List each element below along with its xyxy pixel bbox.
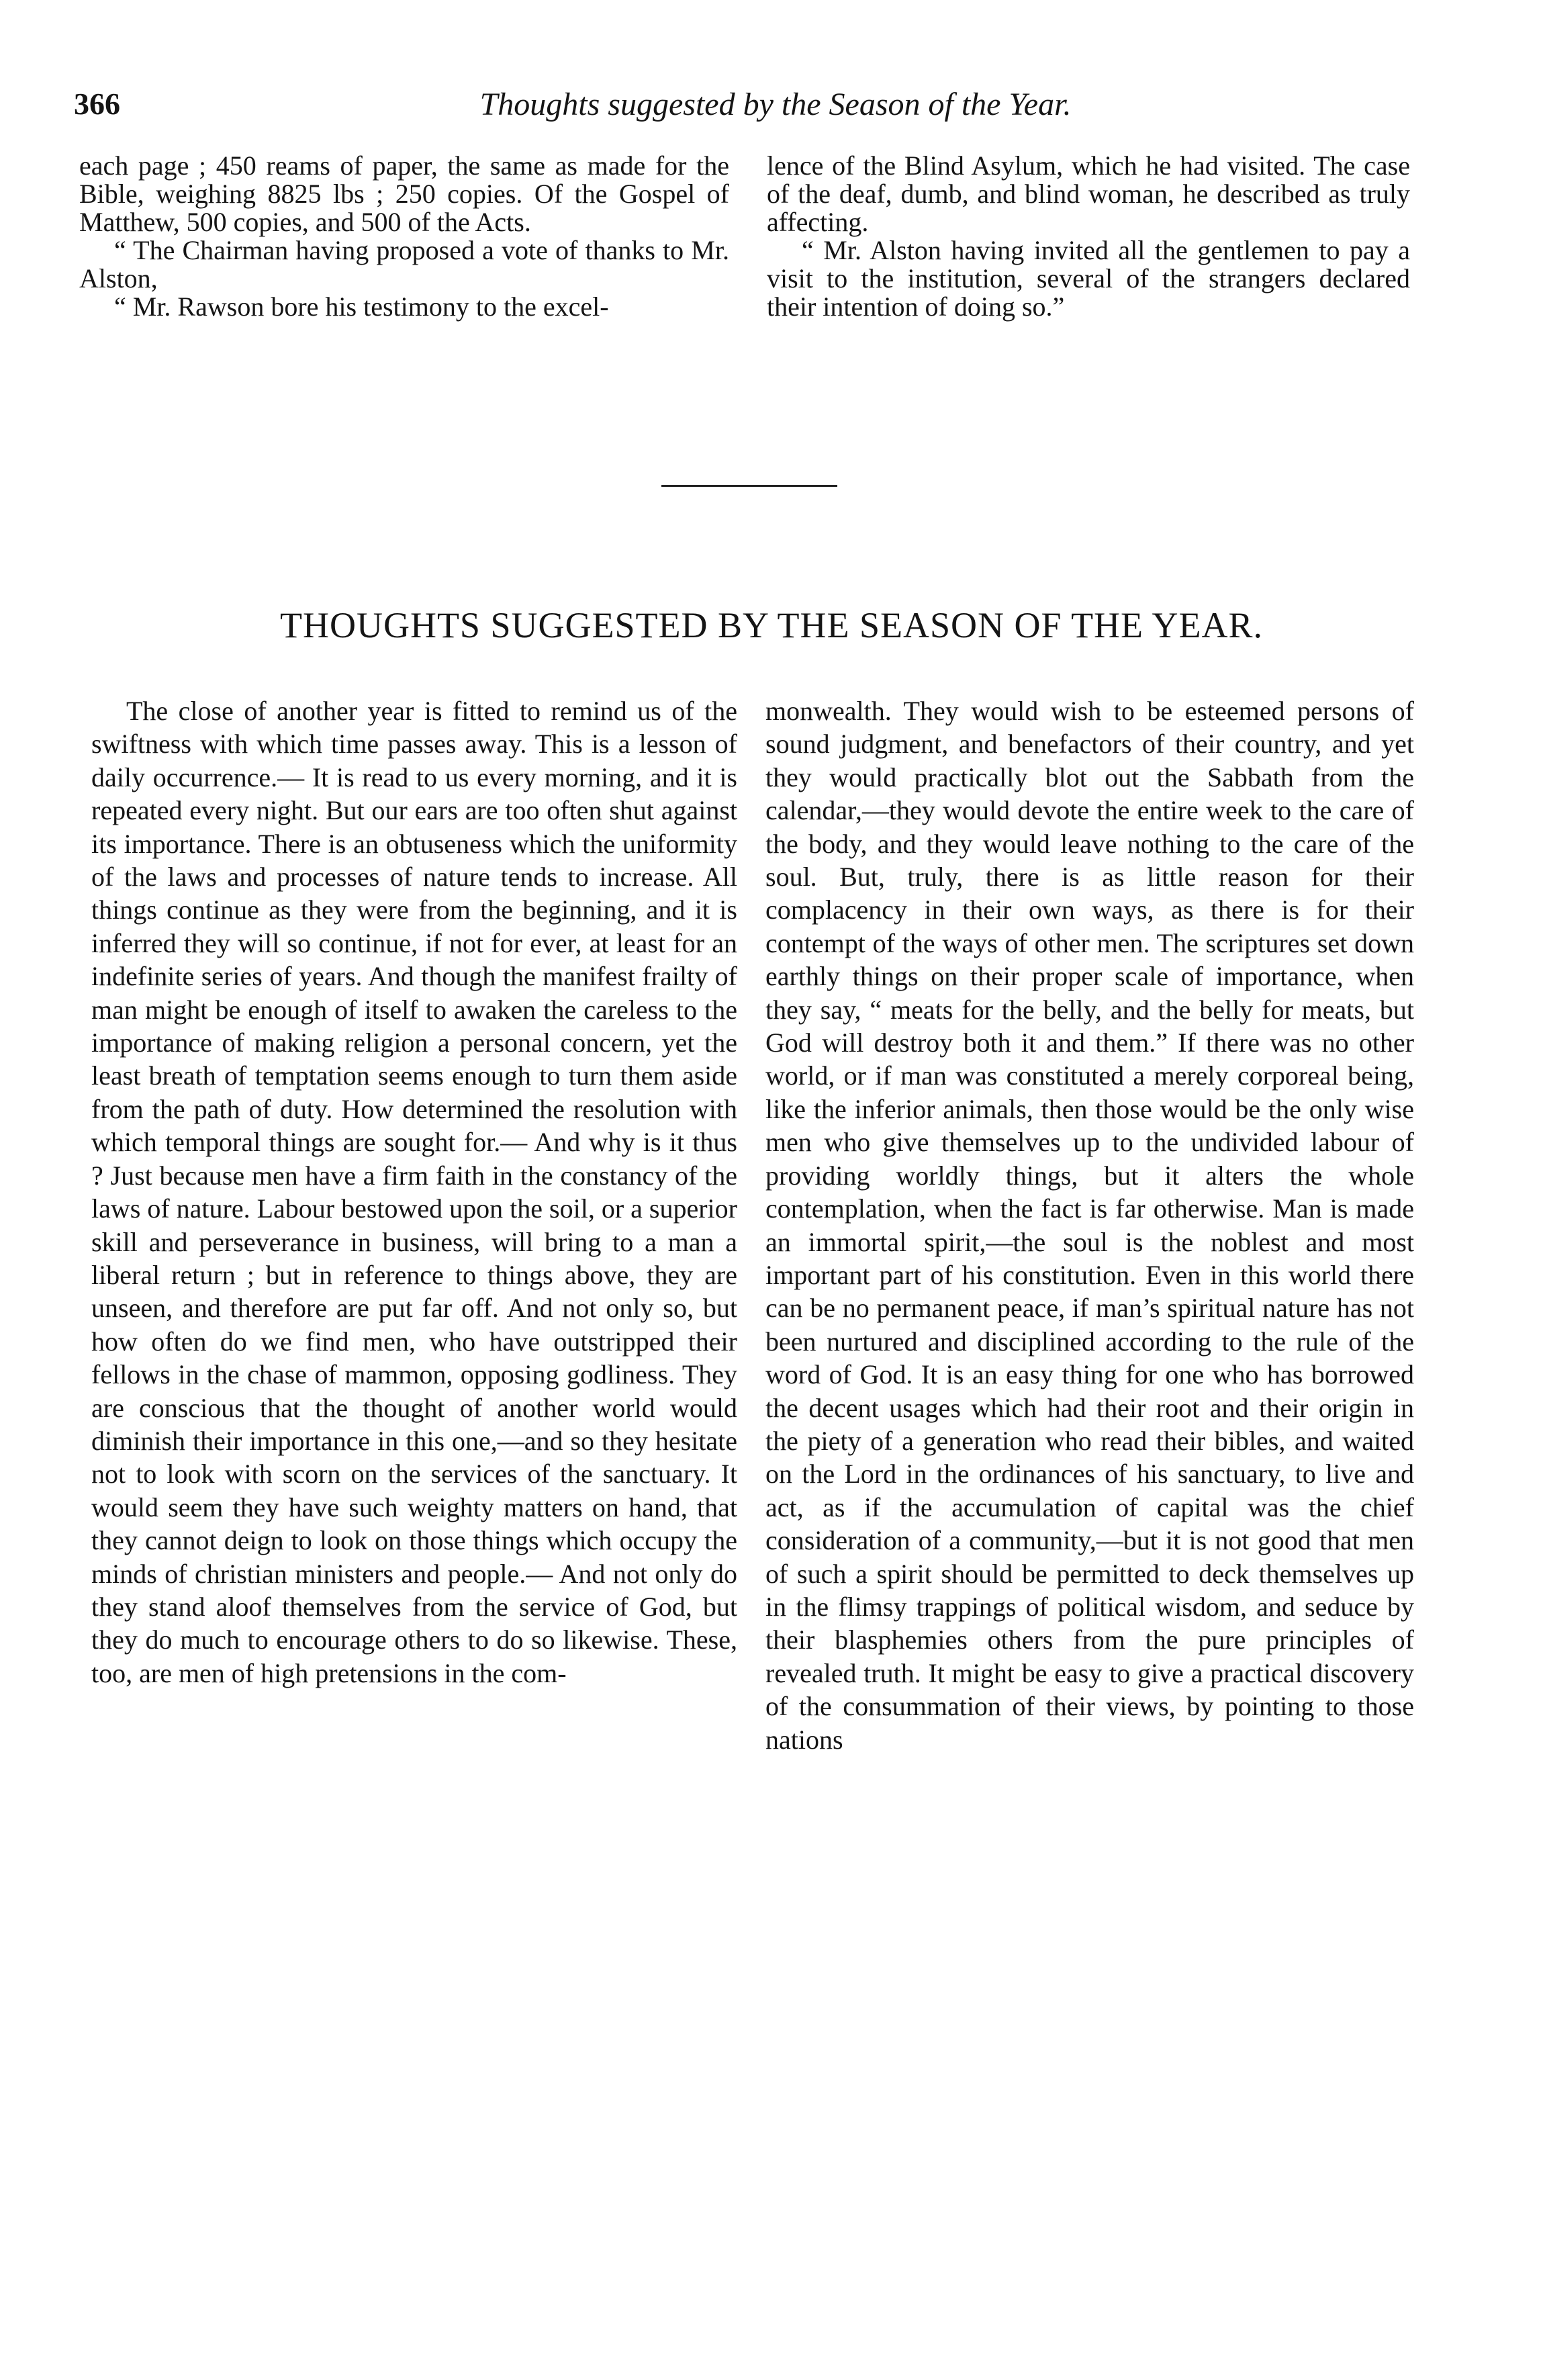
page-number: 366 xyxy=(74,87,120,121)
article-title: THOUGHTS SUGGESTED BY THE SEASON OF THE YEAR. xyxy=(279,605,1264,645)
report-right-column xyxy=(767,152,1410,321)
report-paragraph: “ Mr. Alston having invited all the gentlemen to pay a visit to the institution, several of the strangers declared their intention of doing so.” xyxy=(767,235,1410,322)
running-head xyxy=(74,86,1477,140)
report-paragraph: lence of the Blind Asylum, which he had visited. The case of the deaf, dumb, and blind woman, he described as truly affecting. xyxy=(767,150,1410,237)
report-paragraph: “ The Chairman having proposed a vote of thanks to Mr. Alston, xyxy=(79,235,729,293)
running-title: Thoughts suggested by the Season of the Year. xyxy=(479,87,1072,122)
report-left-column xyxy=(79,152,729,321)
article-right-column xyxy=(765,694,1414,1756)
section-divider xyxy=(661,485,837,487)
article-left-column xyxy=(91,694,737,1690)
report-paragraph: “ Mr. Rawson bore his testimony to the excel- xyxy=(114,291,609,322)
report-paragraph: each page ; 450 reams of paper, the same as made for the Bible, weighing 8825 lbs ; 250 copies. Of the Gospel of Matthew, 500 copies, and 500 of the Acts. xyxy=(79,150,729,237)
article-paragraph: monwealth. They would wish to be esteemed persons of sound judgment, and benefactors of their country, and yet they would practically blot out the Sabbath from the calendar,—they would devote the entire week to the care of the body, and they would leave nothing to the care of the soul. But, truly, there is as little reason for their complacency in their own ways, as there is for their contempt of the ways of other men. The scriptures set down earthly things on their proper scale of importance, when they say, “ meats for the belly, and the belly for meats, but God will destroy both it and them.” If there was no other world, or if man was constituted a merely corporeal being, like the inferior animals, then those would be the only wise men who give themselves up to the undivided labour of providing worldly things, but it alters the whole contemplation, when the fact is far otherwise. Man is made an immortal spirit,—the soul is the noblest and most important part of his constitution. Even in this world there can be no permanent peace, if man’s spiritual nature has not been nurtured and disciplined according to the rule of the word of God. It is an easy thing for one who has borrowed the decent usages which had their root and their origin in the piety of a generation who read their bibles, and waited on the Lord in the ordinances of his sanctuary, to live and act, as if the accumulation of capital was the chief consideration of a community,—but it is not good that men of such a spirit should be permitted to deck themselves up in the flimsy trappings of political wisdom, and seduce by their blasphemies others from the pure principles of revealed truth. It might be easy to give a practical discovery of the consummation of their views, by pointing to those nations xyxy=(765,696,1414,1755)
article-paragraph: The close of another year is fitted to remind us of the swiftness with which time passes away. This is a lesson of daily occurrence.— It is read to us every morning, and it is repeated every night. But our ears are too often shut against its importance. There is an obtuseness which the uniformity of the laws and processes of nature tends to increase. All things continue as they were from the beginning, and it is inferred they will so continue, if not for ever, at least for an indefinite series of years. And though the manifest frailty of man might be enough of itself to awaken the careless to the importance of making religion a personal concern, yet the least breath of temptation seems enough to turn them aside from the path of duty. How determined the resolution with which temporal things are sought for.— And why is it thus ? Just because men have a firm faith in the constancy of the laws of nature. Labour bestowed upon the soil, or a superior skill and perseverance in business, will bring to a man a liberal return ; but in reference to things above, they are unseen, and therefore are put far off. And not only so, but how often do we find men, who have outstripped their fellows in the chase of mammon, opposing godliness. They are conscious that the thought of another world would diminish their importance in this one,—and so they hesitate not to look with scorn on the services of the sanctuary. It would seem they have such weighty matters on hand, that they cannot deign to look on those things which occupy the minds of christian ministers and people.— And not only do they stand aloof themselves from the service of God, but they do much to encourage others to do so likewise. These, too, are men of high pretensions in the com- xyxy=(91,696,737,1688)
